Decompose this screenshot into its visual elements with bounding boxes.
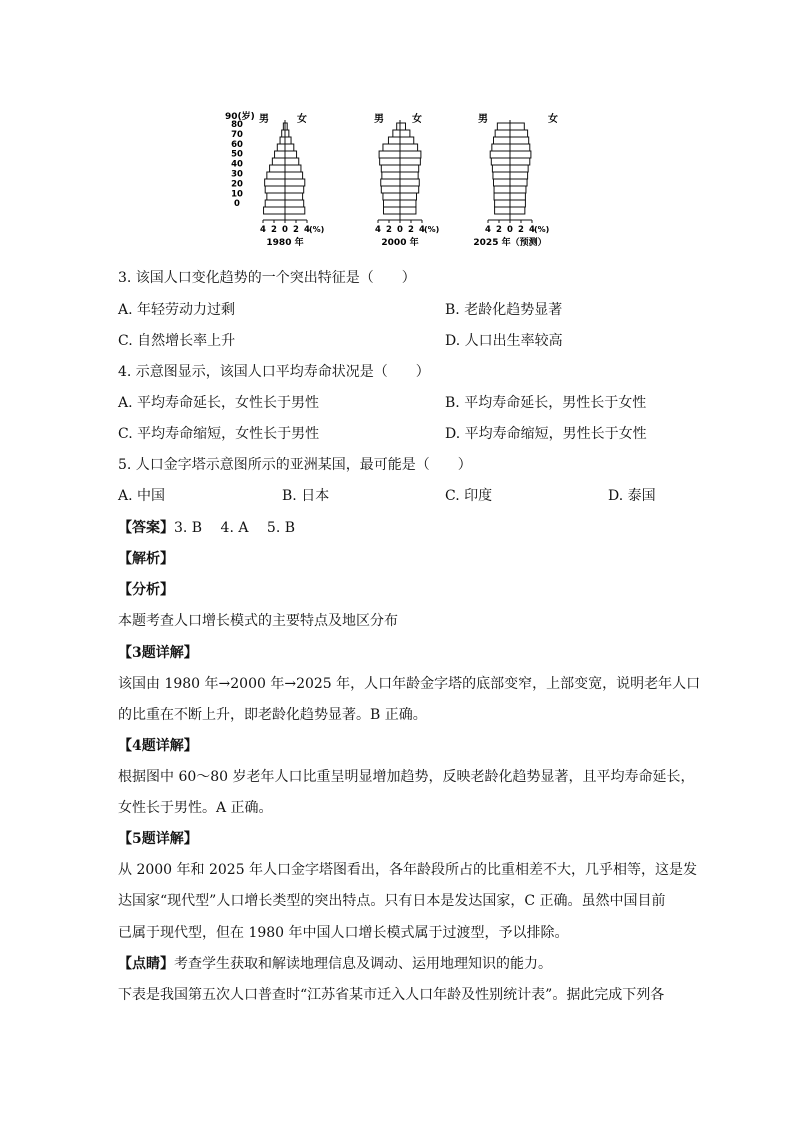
detail4-line2: 女性长于男性。A 正确。 <box>118 800 273 816</box>
male-label: 男 <box>259 114 269 125</box>
x-tick-label: 4 <box>485 225 491 235</box>
y-tick-label: 20 <box>231 179 243 190</box>
q5-option-c: C. 印度 <box>445 488 493 504</box>
female-bar <box>510 130 528 137</box>
female-bar <box>400 144 418 151</box>
male-bar <box>277 144 285 151</box>
male-bar <box>494 137 511 144</box>
female-bar <box>400 137 414 144</box>
population-pyramid-figure <box>225 108 565 250</box>
male-bar <box>494 179 511 186</box>
male-bar <box>379 151 400 158</box>
female-bar <box>400 207 416 214</box>
q3-stem: 3. 该国人口变化趋势的一个突出特征是（ ） <box>118 270 416 286</box>
female-bar <box>400 179 419 186</box>
male-label: 男 <box>374 114 384 125</box>
female-bar <box>285 200 304 207</box>
female-bar <box>285 179 305 186</box>
x-tick-label: 0 <box>282 225 288 235</box>
female-bar <box>285 207 305 214</box>
male-bar <box>490 151 510 158</box>
male-label: 男 <box>478 114 488 125</box>
fenxi-text: 本题考查人口增长模式的主要特点及地区分布 <box>118 613 398 629</box>
female-bar <box>510 207 525 214</box>
x-tick-label: 4 <box>260 225 266 235</box>
q4-option-b: B. 平均寿命延长，男性长于女性 <box>445 395 647 411</box>
q4-option-c: C. 平均寿命缩短，女性长于男性 <box>118 426 320 442</box>
male-bar <box>381 179 400 186</box>
pyramid-caption: 2025 年（预测） <box>473 238 547 248</box>
female-bar <box>510 137 529 144</box>
q3-option-a: A. 年轻劳动力过剩 <box>118 302 236 318</box>
female-bar <box>510 144 530 151</box>
x-unit-label: (%) <box>309 225 325 234</box>
y-tick-label: 50 <box>231 149 243 160</box>
dianjing-text: 考查学生获取和解读地理信息及调动、运用地理知识的能力。 <box>174 956 552 972</box>
male-bar <box>495 130 510 137</box>
x-tick-label: 0 <box>507 225 513 235</box>
male-bar <box>393 130 400 137</box>
x-tick-label: 2 <box>271 225 277 235</box>
female-bar <box>400 193 417 200</box>
male-bar <box>497 123 510 130</box>
female-bar <box>510 123 524 130</box>
x-tick-label: 2 <box>386 225 392 235</box>
pyramid-caption: 2000 年 <box>381 238 419 248</box>
detail4-line1: 根据图中 60～80 岁老年人口比重呈明显增加趋势，反映老龄化趋势显著，且平均寿命延长， <box>118 769 695 785</box>
x-tick-label: 4 <box>304 225 310 235</box>
q5-option-d: D. 泰国 <box>608 488 656 504</box>
q5-stem: 5. 人口金字塔示意图所示的亚洲某国，最可能是（ ） <box>118 457 472 473</box>
x-tick-label: 2 <box>293 225 299 235</box>
female-bar <box>400 165 419 172</box>
male-bar <box>492 144 510 151</box>
female-bar <box>285 130 289 137</box>
male-bar <box>265 186 285 193</box>
q4-option-a: A. 平均寿命延长，女性长于男性 <box>118 395 320 411</box>
table-intro-line: 下表是我国第五次人口普查时“江苏省某市迁入人口年龄及性别统计表”。据此完成下列各 <box>118 987 665 1003</box>
q3-option-d: D. 人口出生率较高 <box>445 333 563 349</box>
female-bar <box>510 200 525 207</box>
x-tick-label: 4 <box>419 225 425 235</box>
q5-option-b: B. 日本 <box>282 488 330 504</box>
y-tick-label: 80 <box>231 120 243 130</box>
male-bar <box>494 186 510 193</box>
detail5-line3: 已属于现代型，但在 1980 年中国人口增长模式属于过渡型，予以排除。 <box>118 925 569 941</box>
q3-option-b: B. 老龄化趋势显著 <box>445 302 563 318</box>
male-bar <box>383 144 400 151</box>
male-bar <box>382 172 400 179</box>
male-bar <box>388 137 400 144</box>
detail3-line1: 该国由 1980 年→2000 年→2025 年，人口年龄金字塔的底部变窄，上部变宽，说明老年人口 <box>118 676 701 692</box>
female-bar <box>400 186 419 193</box>
male-bar <box>381 186 400 193</box>
female-bar <box>400 123 406 130</box>
detail5-line2: 达国家“现代型”人口增长类型的突出特点。只有日本是发达国家，C 正确。虽然中国目前 <box>118 893 666 909</box>
male-bar <box>380 158 400 165</box>
answer-text: 3. B 4. A 5. B <box>174 520 296 536</box>
male-bar <box>267 172 285 179</box>
female-bar <box>510 165 528 172</box>
x-tick-label: 4 <box>375 225 381 235</box>
y-unit-label: 90(岁) <box>225 112 255 122</box>
q5-option-a: A. 中国 <box>118 488 166 504</box>
male-bar <box>384 200 401 207</box>
female-label: 女 <box>412 114 422 125</box>
x-tick-label: 4 <box>529 225 535 235</box>
q4-option-d: D. 平均寿命缩短，男性长于女性 <box>445 426 647 442</box>
answer-line <box>118 518 295 538</box>
female-bar <box>400 172 418 179</box>
q4-stem: 4. 示意图显示，该国人口平均寿命状况是（ ） <box>118 364 430 380</box>
y-tick-label: 30 <box>231 169 243 180</box>
y-tick-label: 0 <box>234 199 240 210</box>
x-tick-label: 2 <box>496 225 502 235</box>
male-bar <box>280 137 285 144</box>
male-bar <box>491 158 510 165</box>
answer-label: 【答案】 <box>118 520 174 536</box>
male-bar <box>381 165 400 172</box>
female-bar <box>510 186 526 193</box>
detail5-line1: 从 2000 年和 2025 年人口金字塔图看出，各年龄段所占的比重相差不大，几乎相等，这是发 <box>118 862 698 878</box>
dianjing-label: 【点睛】 <box>118 956 174 972</box>
male-bar <box>270 165 285 172</box>
female-bar <box>510 179 527 186</box>
male-bar <box>383 193 400 200</box>
female-bar <box>285 186 304 193</box>
x-unit-label: (%) <box>534 225 550 234</box>
male-bar <box>265 200 285 207</box>
male-bar <box>265 179 285 186</box>
x-tick-label: 0 <box>397 225 403 235</box>
male-bar <box>494 193 510 200</box>
y-tick-label: 70 <box>231 129 243 140</box>
detail5-label: 【5题详解】 <box>118 831 198 847</box>
male-bar <box>492 165 510 172</box>
jiexi-label: 【解析】 <box>118 551 174 567</box>
female-bar <box>400 130 410 137</box>
female-bar <box>400 151 421 158</box>
male-bar <box>495 207 510 214</box>
female-bar <box>285 144 294 151</box>
detail4-label: 【4题详解】 <box>118 738 198 754</box>
female-bar <box>285 165 301 172</box>
x-unit-label: (%) <box>424 225 440 234</box>
female-label: 女 <box>548 114 558 125</box>
female-bar <box>510 151 531 158</box>
male-bar <box>493 172 510 179</box>
detail3-line2: 的比重在不断上升，即老龄化趋势显著。B 正确。 <box>118 707 427 723</box>
y-tick-label: 40 <box>231 159 243 170</box>
female-bar <box>400 158 420 165</box>
male-bar <box>267 193 285 200</box>
male-bar <box>495 200 510 207</box>
female-bar <box>285 151 297 158</box>
male-bar <box>384 207 401 214</box>
female-bar <box>510 158 530 165</box>
female-bar <box>285 172 303 179</box>
male-bar <box>264 207 285 214</box>
x-tick-label: 2 <box>518 225 524 235</box>
female-bar <box>285 193 303 200</box>
female-bar <box>510 172 528 179</box>
female-bar <box>400 200 416 207</box>
female-bar <box>510 193 525 200</box>
male-bar <box>272 158 285 165</box>
pyramid-caption: 1980 年 <box>266 238 304 248</box>
q3-option-c: C. 自然增长率上升 <box>118 333 236 349</box>
y-tick-label: 10 <box>231 189 243 200</box>
dianjing-line <box>118 954 552 974</box>
x-tick-label: 2 <box>408 225 414 235</box>
pyramid-svg <box>225 108 565 250</box>
male-bar <box>275 151 285 158</box>
female-bar <box>285 158 299 165</box>
fenxi-label: 【分析】 <box>118 582 174 598</box>
detail3-label: 【3题详解】 <box>118 645 198 661</box>
female-label: 女 <box>297 114 307 125</box>
female-bar <box>285 137 291 144</box>
y-tick-label: 60 <box>231 139 243 150</box>
